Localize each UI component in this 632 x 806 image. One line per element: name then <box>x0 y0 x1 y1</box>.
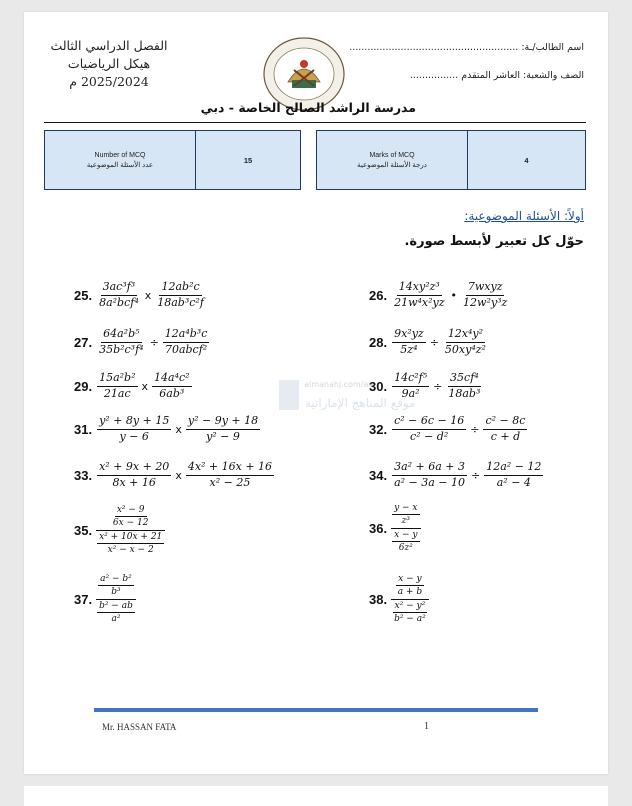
watermark-site: موقع المناهج الإماراتية <box>305 396 416 410</box>
mcq-marks-table <box>316 130 586 190</box>
denominator: 8x + 16 <box>112 475 156 489</box>
operator: ÷ <box>429 335 439 349</box>
complex-fraction <box>96 505 165 555</box>
denominator: y − 6 <box>119 429 149 443</box>
fraction <box>391 415 467 443</box>
numerator: 12x⁴y² <box>446 328 485 343</box>
fraction <box>96 415 172 443</box>
problem-26 <box>369 281 510 309</box>
fraction <box>482 415 528 443</box>
problem-29 <box>74 372 193 400</box>
denominator: 6z² <box>398 543 413 554</box>
watermark <box>279 380 415 410</box>
denominator: 50xy⁴z² <box>444 342 486 356</box>
denominator: a² − 4 <box>496 475 531 489</box>
mcq-marks-label-en: Marks of MCQ <box>369 151 415 159</box>
denominator: 6ab³ <box>159 386 185 400</box>
numerator: y² + 8y + 15 <box>97 415 171 430</box>
numerator: a² − b² <box>98 574 134 586</box>
fraction <box>96 461 172 489</box>
denominator: x² − x − 2 <box>107 545 154 556</box>
instruction: حوّل كل تعبير لأبسط صورة. <box>404 234 584 249</box>
footer-author: Mr. HASSAN FATA <box>102 722 177 732</box>
numerator: 64a²b⁵ <box>101 328 141 343</box>
denominator: b³ <box>111 587 121 598</box>
numerator: 12a⁴b³c <box>163 328 210 343</box>
problem-number: 36. <box>369 520 388 536</box>
denominator: a + b <box>397 587 423 598</box>
numerator: 35cf⁴ <box>448 372 481 387</box>
problem-number: 26. <box>369 287 388 303</box>
operator: x <box>175 422 182 436</box>
denominator: a² <box>111 614 121 625</box>
denominator: x² − 25 <box>209 475 251 489</box>
year-line: 2025/2024 م <box>69 74 149 89</box>
problem-34 <box>369 461 544 489</box>
numerator: x − y <box>392 530 419 542</box>
denominator: y² − 9 <box>206 429 240 443</box>
operator: ÷ <box>433 379 443 393</box>
numerator: x² − 9 <box>115 505 147 517</box>
denominator: z³ <box>401 516 410 527</box>
problem-number: 33. <box>74 467 93 483</box>
problem-27 <box>74 328 210 356</box>
operator: x <box>175 468 182 482</box>
problem-number: 25. <box>74 287 93 303</box>
denominator: 12w²y³z <box>463 295 508 309</box>
watermark-logo <box>279 380 299 410</box>
fraction <box>391 281 447 309</box>
mcq-count-table <box>44 130 301 190</box>
problem-38 <box>369 574 429 624</box>
problem-number: 32. <box>369 421 388 437</box>
problem-33 <box>74 461 275 489</box>
fraction <box>96 372 138 400</box>
page-number: 1 <box>424 721 429 732</box>
fraction <box>154 281 207 309</box>
operator: x <box>141 379 149 393</box>
header-rule <box>44 122 586 123</box>
problem-28 <box>369 328 489 356</box>
top-fraction <box>391 503 420 527</box>
footer-bar <box>94 708 538 712</box>
problem-number: 38. <box>369 591 388 607</box>
numerator: y − x <box>392 503 419 515</box>
operator: ÷ <box>471 468 481 482</box>
complex-fraction <box>391 503 420 553</box>
mcq-marks-value: 4 <box>524 155 529 165</box>
complex-fraction <box>96 574 136 624</box>
denominator: c + d <box>490 429 521 443</box>
bottom-fraction <box>391 601 429 625</box>
bottom-fraction <box>96 532 165 556</box>
fraction <box>96 328 147 356</box>
problem-32 <box>369 415 528 443</box>
header-right-block <box>44 38 174 89</box>
problem-37 <box>74 574 136 624</box>
top-fraction <box>395 574 425 598</box>
numerator: 12ab²c <box>159 281 201 296</box>
numerator: 9x²yz <box>392 328 426 343</box>
fraction <box>483 461 544 489</box>
problem-number: 30. <box>369 378 388 394</box>
denominator: 70abcf² <box>164 342 208 356</box>
mcq-marks-value-cell <box>468 131 585 189</box>
numerator: x − y <box>396 574 423 586</box>
watermark-url: almanahj.com/ae <box>304 380 374 389</box>
problem-35 <box>74 505 165 555</box>
fraction <box>391 328 427 356</box>
numerator: 3a² + 6a + 3 <box>392 461 467 476</box>
numerator: 12a² − 12 <box>484 461 543 476</box>
main-fraction-bar <box>96 599 136 600</box>
numerator: x² − y² <box>393 601 428 613</box>
main-fraction-bar <box>391 528 420 529</box>
problem-number: 35. <box>74 522 93 538</box>
operator: x <box>144 288 152 302</box>
denominator: a² − 3a − 10 <box>394 475 466 489</box>
numerator: c² − 8c <box>483 415 527 430</box>
bottom-fraction <box>96 601 136 625</box>
denominator: 9a² <box>401 386 420 400</box>
fraction <box>185 461 275 489</box>
numerator: 14a⁴c² <box>152 372 192 387</box>
problem-number: 34. <box>369 467 388 483</box>
mcq-marks-label-ar: درجة الأسئلة الموضوعية <box>357 161 427 169</box>
numerator: 15a²b² <box>97 372 137 387</box>
student-name-field: اسم الطالب/ـة: ........................................................ <box>349 42 584 53</box>
fraction <box>391 461 468 489</box>
mcq-count-label-cell <box>45 131 196 189</box>
problem-25 <box>74 281 207 309</box>
operator: ÷ <box>149 335 159 349</box>
denominator: 21w⁴x²yz <box>394 295 445 309</box>
denominator: 8a²bcf⁴ <box>99 295 139 309</box>
next-page-edge <box>24 786 608 806</box>
problem-36 <box>369 503 421 553</box>
numerator: x² + 10x + 21 <box>97 532 164 544</box>
problem-number: 28. <box>369 334 388 350</box>
subject-line: هيكل الرياضيات <box>67 56 151 71</box>
denominator: 5z⁴ <box>400 342 418 356</box>
mcq-count-label-en: Number of MCQ <box>94 151 146 159</box>
term-line: الفصل الدراسي الثالث <box>50 38 168 53</box>
numerator: 14c²f⁵ <box>392 372 429 387</box>
numerator: b² − ab <box>97 601 135 613</box>
fraction <box>445 372 483 400</box>
main-fraction-bar <box>391 599 429 600</box>
denominator: c² − d² <box>410 429 449 443</box>
mcq-count-value-cell <box>196 131 300 189</box>
school-name: مدرسة الراشد الصالح الخاصة - دبي <box>200 100 416 115</box>
top-fraction <box>110 505 152 529</box>
numerator: c² − 6c − 16 <box>392 415 466 430</box>
complex-fraction <box>391 574 429 624</box>
denominator: 21ac <box>103 386 131 400</box>
main-fraction-bar <box>96 530 165 531</box>
numerator: 4x² + 16x + 16 <box>186 461 274 476</box>
numerator: y² − 9y + 18 <box>186 415 260 430</box>
fraction <box>96 281 142 309</box>
page <box>24 12 608 774</box>
problem-number: 27. <box>74 334 93 350</box>
mcq-count-label-ar: عدد الأسئلة الموضوعية <box>86 161 154 169</box>
problem-number: 31. <box>74 421 93 437</box>
mcq-count-value: 15 <box>243 155 253 165</box>
fraction <box>185 415 261 443</box>
operator: • <box>450 288 458 302</box>
numerator: 14xy²z³ <box>397 281 442 296</box>
mcq-marks-label-cell <box>317 131 468 189</box>
operator: ÷ <box>470 422 480 436</box>
fraction <box>460 281 510 309</box>
problem-31 <box>74 415 261 443</box>
denominator: 6x − 12 <box>112 518 149 529</box>
section-title: أولاً: الأسئلة الموضوعية: <box>464 209 584 223</box>
problem-number: 29. <box>74 378 93 394</box>
numerator: 3ac³f³ <box>101 281 138 296</box>
numerator: 7wxyz <box>466 281 505 296</box>
denominator: 18ab³c²f <box>157 295 204 309</box>
fraction <box>442 328 489 356</box>
fraction <box>151 372 193 400</box>
problem-number: 37. <box>74 591 93 607</box>
numerator: x² + 9x + 20 <box>97 461 171 476</box>
fraction <box>162 328 211 356</box>
class-field: الصف والشعبة: العاشر المتقدم ................ <box>409 70 584 81</box>
denominator: 35b²c³f⁴ <box>99 342 144 356</box>
bottom-fraction <box>391 530 420 554</box>
top-fraction <box>97 574 135 598</box>
denominator: 18ab³ <box>448 386 481 400</box>
denominator: b² − a² <box>394 614 426 625</box>
